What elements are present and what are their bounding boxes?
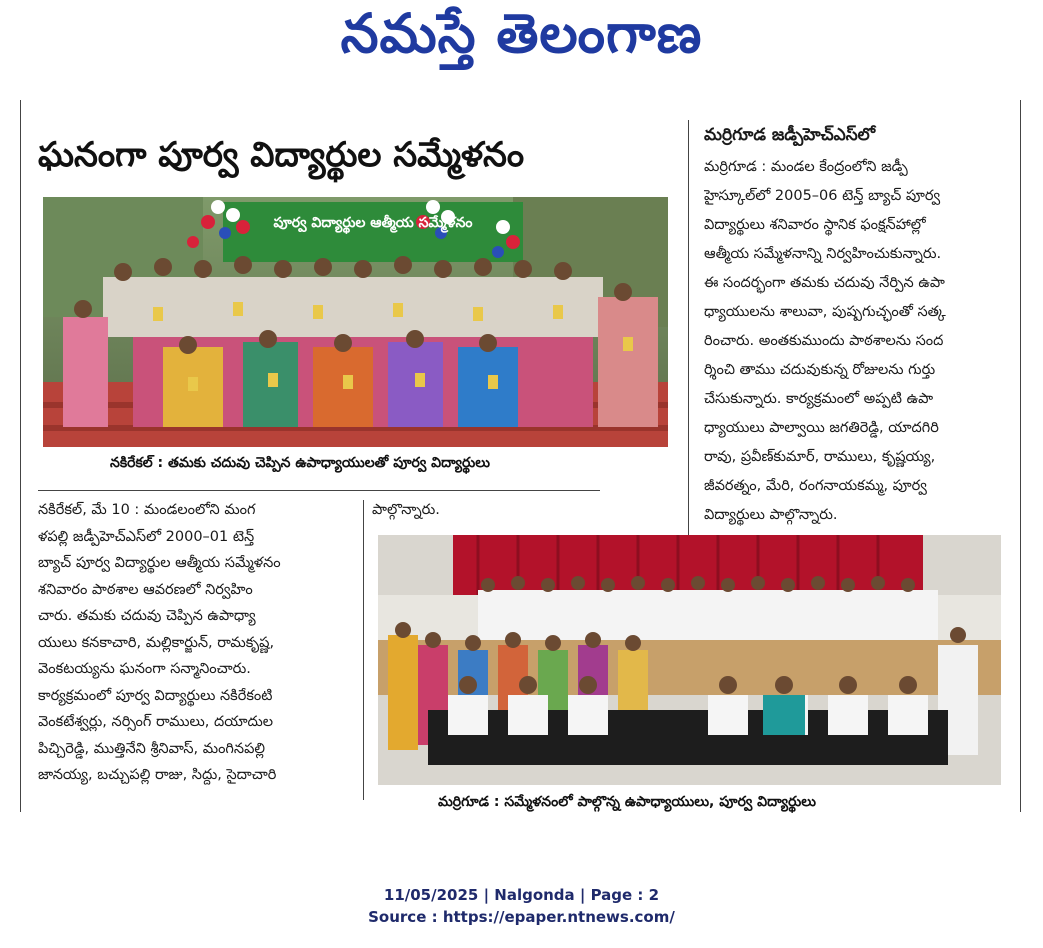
story2-line: ధ్యాయులను శాలువా, పుష్పగుచ్ఛంతో సత్క (704, 304, 946, 320)
story2-line: విద్యార్థులు శనివారం స్థానిక ఫంక్షన్‌హాల్లో (704, 217, 926, 233)
footer-dateline: 11/05/2025 | Nalgonda | Page : 2 (383, 886, 660, 904)
column-rule-left (20, 100, 21, 812)
story1-line: నకిరేకల్, మే 10 : మండలంలోని మంగ (38, 502, 256, 518)
story2-line: ర్శించి తాము చదువుకున్న రోజులను గుర్తు (704, 362, 936, 378)
masthead (0, 0, 1043, 80)
group-photo-outdoor (43, 197, 668, 447)
story1-line: పిచ్చిరెడ్డి, ముత్తినేని శ్రీనివాస్, మంగినపల్లి (38, 740, 266, 757)
story2-line: రించారు. అంతకుముందు పాఠశాలను సంద (704, 333, 944, 349)
column-rule-right (1020, 100, 1021, 812)
story1-photo (43, 197, 668, 447)
story2-headline: మర్రిగూడ జడ్పీహెచ్ఎస్‌లో (704, 125, 876, 145)
story1-line: జానయ్య, బచ్చుపల్లి రాజు, సిద్దు, సైదాచారి (38, 767, 277, 783)
story1-line: చారు. తమకు చదువు చెప్పిన ఉపాధ్యా (38, 608, 256, 624)
footer-source: Source : https://epaper.ntnews.com/ (368, 908, 675, 926)
story1-continued-line: పాల్గొన్నారు. (372, 502, 440, 518)
story2-line: విద్యార్థులు పాల్గొన్నారు. (704, 507, 838, 523)
caption-rule (38, 490, 600, 491)
story2-line: చేసుకున్నారు. కార్యక్రమంలో అప్పటి ఉపా (704, 391, 934, 407)
masthead-title: నమస్తే తెలంగాణ (340, 1, 703, 65)
story1-line: యులు కనకాచారి, మల్లికార్జున్, రామకృష్ణ, (38, 634, 275, 651)
story1-line: వెంకటయ్యను ఘనంగా సన్మానించారు. (38, 661, 251, 677)
group-photo-hall (378, 535, 1001, 785)
story2-line: రావు, ప్రవీణ్‌కుమార్, రాములు, కృష్ణయ్య, (704, 449, 936, 465)
story2-line: జీవరత్నం, మేరి, రంగనాయకమ్మ, పూర్వ (704, 478, 927, 494)
story2-body (704, 153, 1000, 530)
story2-line: మర్రిగూడ : మండల కేంద్రంలోని జడ్పీ (704, 159, 908, 175)
column-divider (688, 120, 689, 540)
story2-line: ఆత్మీయ సమ్మేళనాన్ని నిర్వహించుకున్నారు. (704, 246, 942, 262)
story2-line: హైస్కూల్‌లో 2005–06 టెన్త్ బ్యాచ్ పూర్వ (704, 188, 941, 204)
photo-banner-text: పూర్వ విద్యార్థుల ఆత్మీయ సమ్మేళనం (273, 215, 473, 231)
story2-line: ధ్యాయులు పాల్వాయి జగతిరెడ్డి, యాదగిరి (704, 420, 939, 436)
story1-headline: ఘనంగా పూర్వ విద్యార్థుల సమ్మేళనం (38, 135, 525, 175)
story1-continued (372, 497, 572, 524)
story1-line: ళపల్లి జడ్పీహెచ్ఎస్‌లో 2000–01 టెన్త్ (38, 528, 255, 545)
story1-line: శనివారం పాఠశాల ఆవరణలో నిర్వహిం (38, 581, 253, 598)
story1-photo-caption: నకిరేకల్ : తమకు చదువు చెప్పిన ఉపాధ్యాయులతో పూర్వ విద్యార్థులు (110, 455, 490, 471)
story2-photo-caption: మర్రిగూడ : సమ్మేళనంలో పాల్గొన్న ఉపాధ్యాయులు, పూర్వ విద్యార్థులు (438, 794, 816, 810)
story1-line: బ్యాచ్ పూర్వ విద్యార్థుల ఆత్మీయ సమ్మేళనం (38, 555, 281, 571)
story1-body (38, 497, 356, 789)
story1-line: కార్యక్రమంలో పూర్వ విద్యార్థులు నకిరేకంటి (38, 687, 273, 704)
column-divider-lower (363, 500, 364, 800)
story2-photo (378, 535, 1001, 785)
story2-line: ఈ సందర్భంగా తమకు చదువు నేర్పిన ఉపా (704, 275, 945, 291)
story1-line: వెంకటేశ్వర్లు, నర్సింగ్ రాములు, దయాదుల (38, 714, 274, 730)
